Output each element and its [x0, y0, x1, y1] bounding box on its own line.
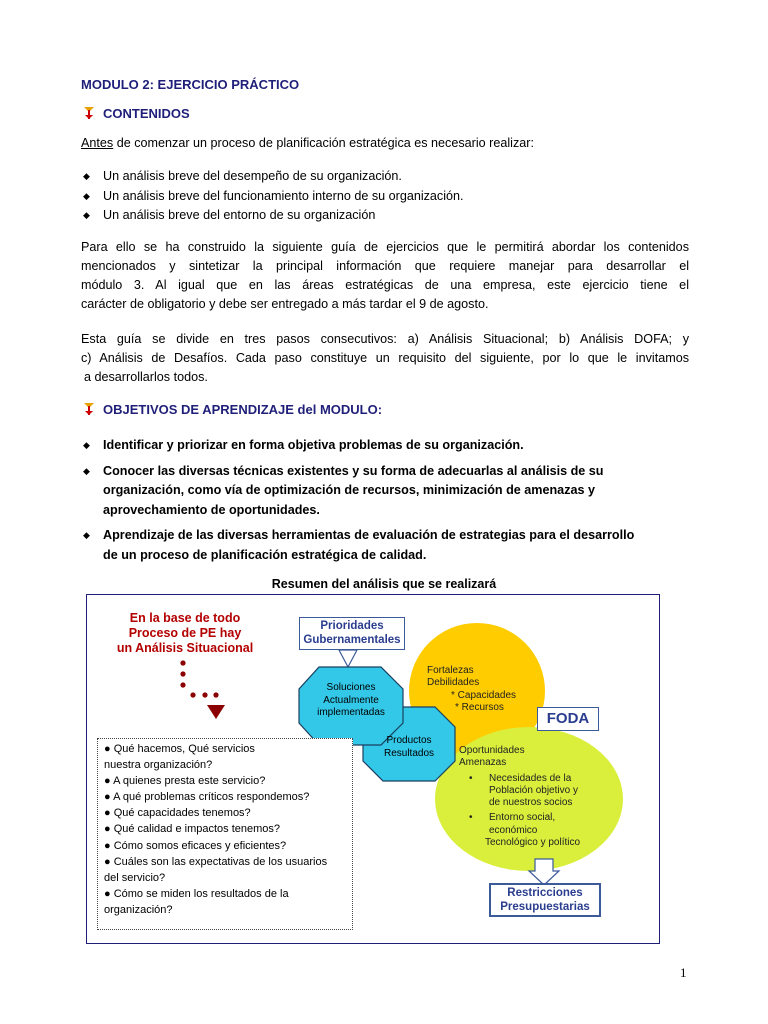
list-item: ◆ Un análisis breve del entorno de su organización	[83, 208, 376, 222]
list-item: ◆ Aprendizaje de las diversas herramientas de evaluación de estrategias para el desarrollo de un proceso de planificación estratégica de calidad.	[83, 528, 635, 562]
pin-icon	[81, 401, 97, 417]
questions-box: ● Qué hacemos, Qué servicios nuestra organización? ● A quienes presta este servicio? ● A qué problemas críticos respondemos? ● Qué capacidades tenemos? ● Qué calidad e impactos tenemos? ● Cómo somos eficaces y eficientes? ● Cuáles son las expectativas de los usuarios del servicio? ● Cómo se miden los resultados de la organización?	[97, 738, 353, 930]
base-text: En la base de todo Proceso de PE hay un Análisis Situacional	[116, 611, 254, 655]
callout-arrow	[339, 650, 357, 667]
paragraph-2: Esta guía se divide en tres pasos consecutivos: a) Análisis Situacional; b) Análisis DOFA; y c) Análisis de Desafíos. Cada paso constituye un requisito del siguiente, por lo que le invitamos a desarrollarlos todos.	[81, 332, 689, 384]
pin-icon	[81, 105, 97, 121]
list-item: ◆ Identificar y priorizar en forma objetiva problemas de su organización.	[83, 438, 524, 452]
page-number: 1	[680, 965, 687, 980]
paragraph-1: Para ello se ha construido la siguiente guía de ejercicios que le permitirá abordar los contenidos mencionados y sintetizar la principal información que requiere manejar para desarrollar el módulo 3. Al igual que en las áreas estratégicas de una empresa, este ejercicio tiene el carácter de obligatorio y debe ser entregado a más tardar el 9 de agosto.	[81, 240, 689, 311]
prioridades-box: Prioridades Gubernamentales	[299, 617, 405, 650]
foda-box: FODA	[537, 707, 599, 731]
dotted-arrow	[180, 660, 225, 719]
diagram-title: Resumen del análisis que se realizará	[271, 577, 497, 591]
list-item: ◆ Conocer las diversas técnicas existentes y su forma de adecuarlas al análisis de su organización, como vía de optimización de recursos, minimización de amenazas y aprovechamiento de oportunidades.	[83, 463, 604, 517]
list-item: ◆ Un análisis breve del funcionamiento interno de su organización.	[83, 188, 464, 203]
module-heading: MODULO 2: EJERCICIO PRÁCTICO	[81, 77, 300, 92]
analysis-diagram	[86, 594, 660, 944]
list-item: ◆ Un análisis breve del desempeño de su organización.	[83, 169, 402, 183]
objetivos-title: OBJETIVOS DE APRENDIZAJE del MODULO:	[103, 402, 383, 417]
contenidos-title: CONTENIDOS	[103, 106, 190, 121]
oportunidades-text: Oportunidades Amenazas • Necesidades de la Población objetivo y de nuestros socios • Entorno social, económico Tecnológico y político	[459, 745, 581, 849]
productos-text: Productos Resultados	[383, 735, 435, 759]
contenidos-list	[83, 167, 464, 226]
objetivos-list	[83, 436, 693, 565]
fortalezas-text: Fortalezas Debilidades * Capacidades * Recursos	[427, 665, 517, 713]
restricciones-box: Restricciones Presupuestarias	[489, 883, 601, 917]
intro-text: Antes de comenzar un proceso de planificación estratégica es necesario realizar:	[81, 136, 534, 150]
soluciones-text: Soluciones Actualmente implementadas	[317, 682, 385, 718]
